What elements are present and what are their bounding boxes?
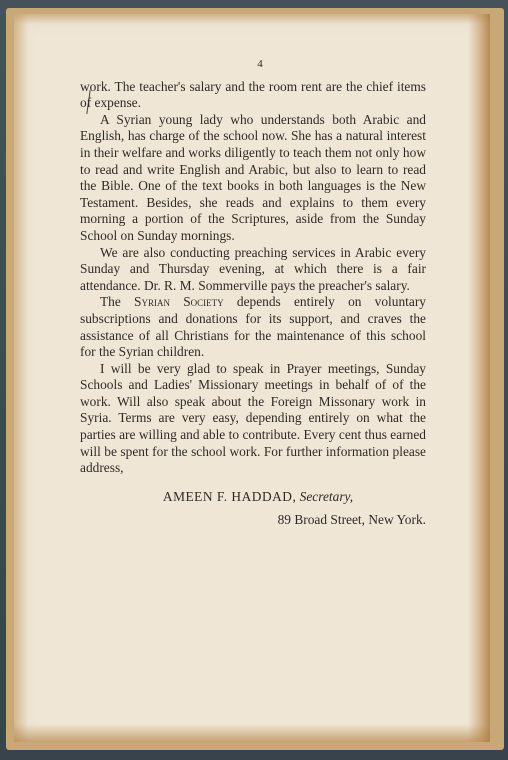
page-edge-bottom bbox=[14, 724, 490, 742]
paragraph-teacher: A Syrian young lady who understands both Arabic and English, has charge of the school now. She has a natural interest in their welfare and works diligently to teach them not only how to read and write English and Arabic, but also to learn to read the Bible. One of the text books in both languages is the New Testament. Besides, she reads and explains to them every morning a portion of the Scriptures, aside from the Sunday School on Sunday mornings. bbox=[80, 111, 426, 243]
contact-address: 89 Broad Street, New York. bbox=[277, 512, 426, 528]
page-number: 4 bbox=[257, 58, 263, 70]
society-rest: depends entirely on voluntary subscriptions and donations for its support, and craves the assistance of all Christians for the maintenance of this school for the Syrian children. bbox=[80, 294, 426, 360]
paragraph-preaching: We are also conducting preaching services in Arabic every Sunday and Thursday evening, at which there is a fair attendance. Dr. R. M. Sommerville pays the preacher's salary. bbox=[80, 244, 426, 293]
society-name: Syrian Society bbox=[134, 294, 224, 310]
signature-name: AMEEN F. HADDAD, bbox=[162, 488, 297, 504]
paragraph-expenses: work. The teacher's salary and the room rent are the chief items of expense. bbox=[80, 78, 426, 111]
page-edge-left bbox=[14, 14, 28, 742]
signature-line bbox=[80, 489, 426, 506]
page-body bbox=[80, 56, 426, 529]
signature-title: Secretary, bbox=[299, 488, 354, 504]
paragraph-closing: I will be very glad to speak in Prayer meetings, Sunday Schools and Ladies' Missionary meetings in behalf of of the work. Will also speak about the Foreign Missonary work in Syria. Terms are very easy, depending entirely on what the parties are willing and able to contribute. Every cent thus earned will be spent for the school work. For further information please address, bbox=[80, 360, 426, 476]
society-lead: The bbox=[100, 294, 121, 310]
paragraph-society bbox=[80, 294, 426, 360]
page-edge-right bbox=[468, 14, 490, 742]
page-edge-top bbox=[14, 14, 490, 24]
